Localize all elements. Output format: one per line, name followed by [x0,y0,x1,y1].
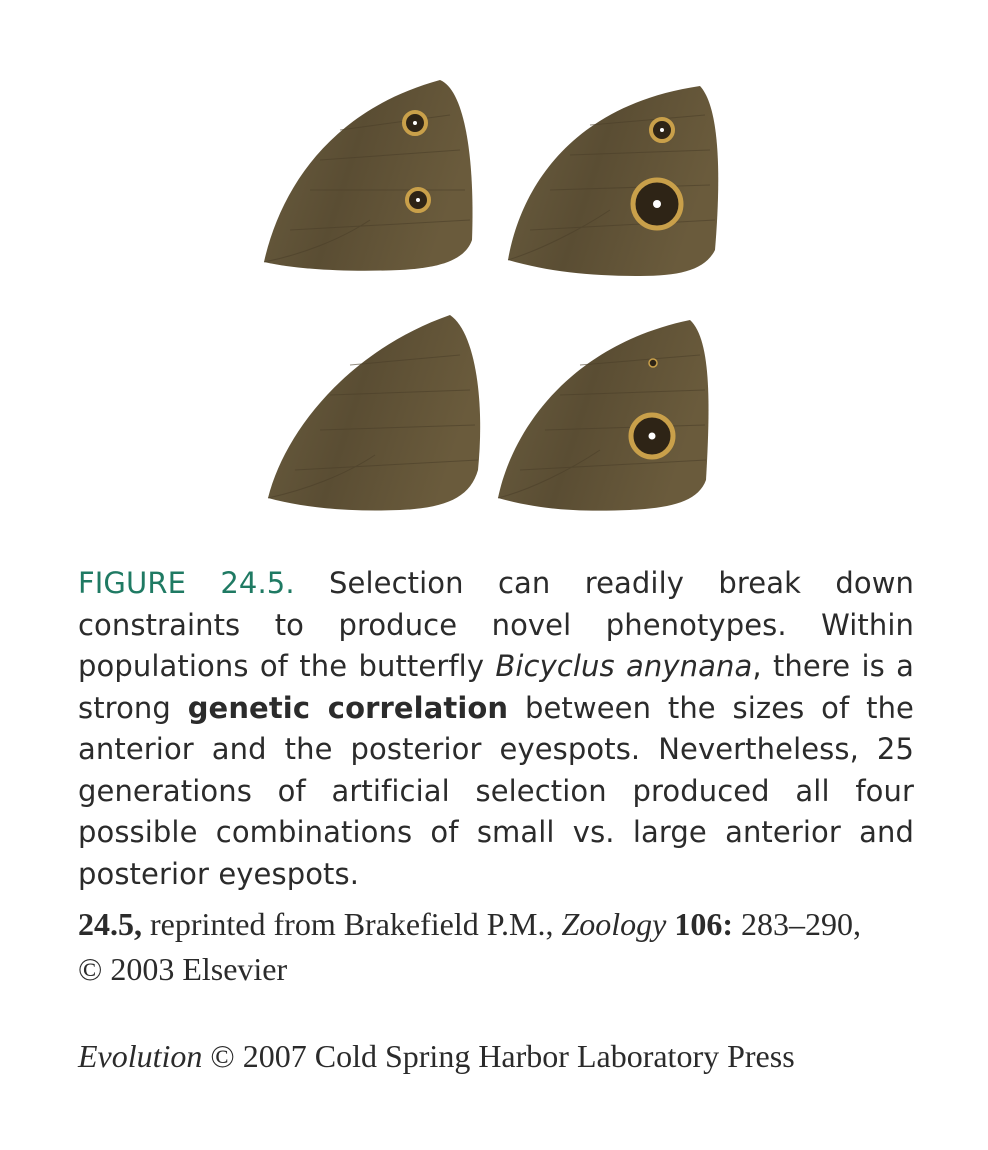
wing-small-small [264,80,473,271]
wing-small-large [508,86,718,276]
figure-label: FIGURE 24.5. [78,566,295,600]
wing-tiny-large [498,320,709,511]
book-title: Evolution [78,1038,203,1074]
key-term: genetic correlation [187,690,509,725]
credit-fig-ref: 24.5, [78,906,142,942]
footer-rest: © 2007 Cold Spring Harbor Laboratory Press [202,1038,795,1074]
book-footer [78,1034,938,1079]
figure-credit [78,902,938,992]
butterfly-wings-figure [250,70,750,530]
caption-text-1: Selection can readily break down constraints to produce novel phenotypes. Within populations of the butterfly [78,566,914,683]
credit-copyright: © 2003 Elsevier [78,951,288,987]
credit-journal: Zoology [561,906,667,942]
credit-pages: 283–290, [733,906,861,942]
species-name: Bicyclus anynana [495,649,753,683]
credit-text: reprinted from Brakefield P.M., [142,906,562,942]
caption-text-3: between the sizes of the anterior and the posterior eyespots. Nevertheless, 25 generations of artificial selection produced all four possible combinations of small vs. large anterior and posterior eyespots. [78,690,914,891]
credit-volume: 106: [674,906,733,942]
figure-caption [78,563,914,895]
wing-none-none [268,315,480,511]
caption-text-2: , there is a strong [78,649,915,725]
